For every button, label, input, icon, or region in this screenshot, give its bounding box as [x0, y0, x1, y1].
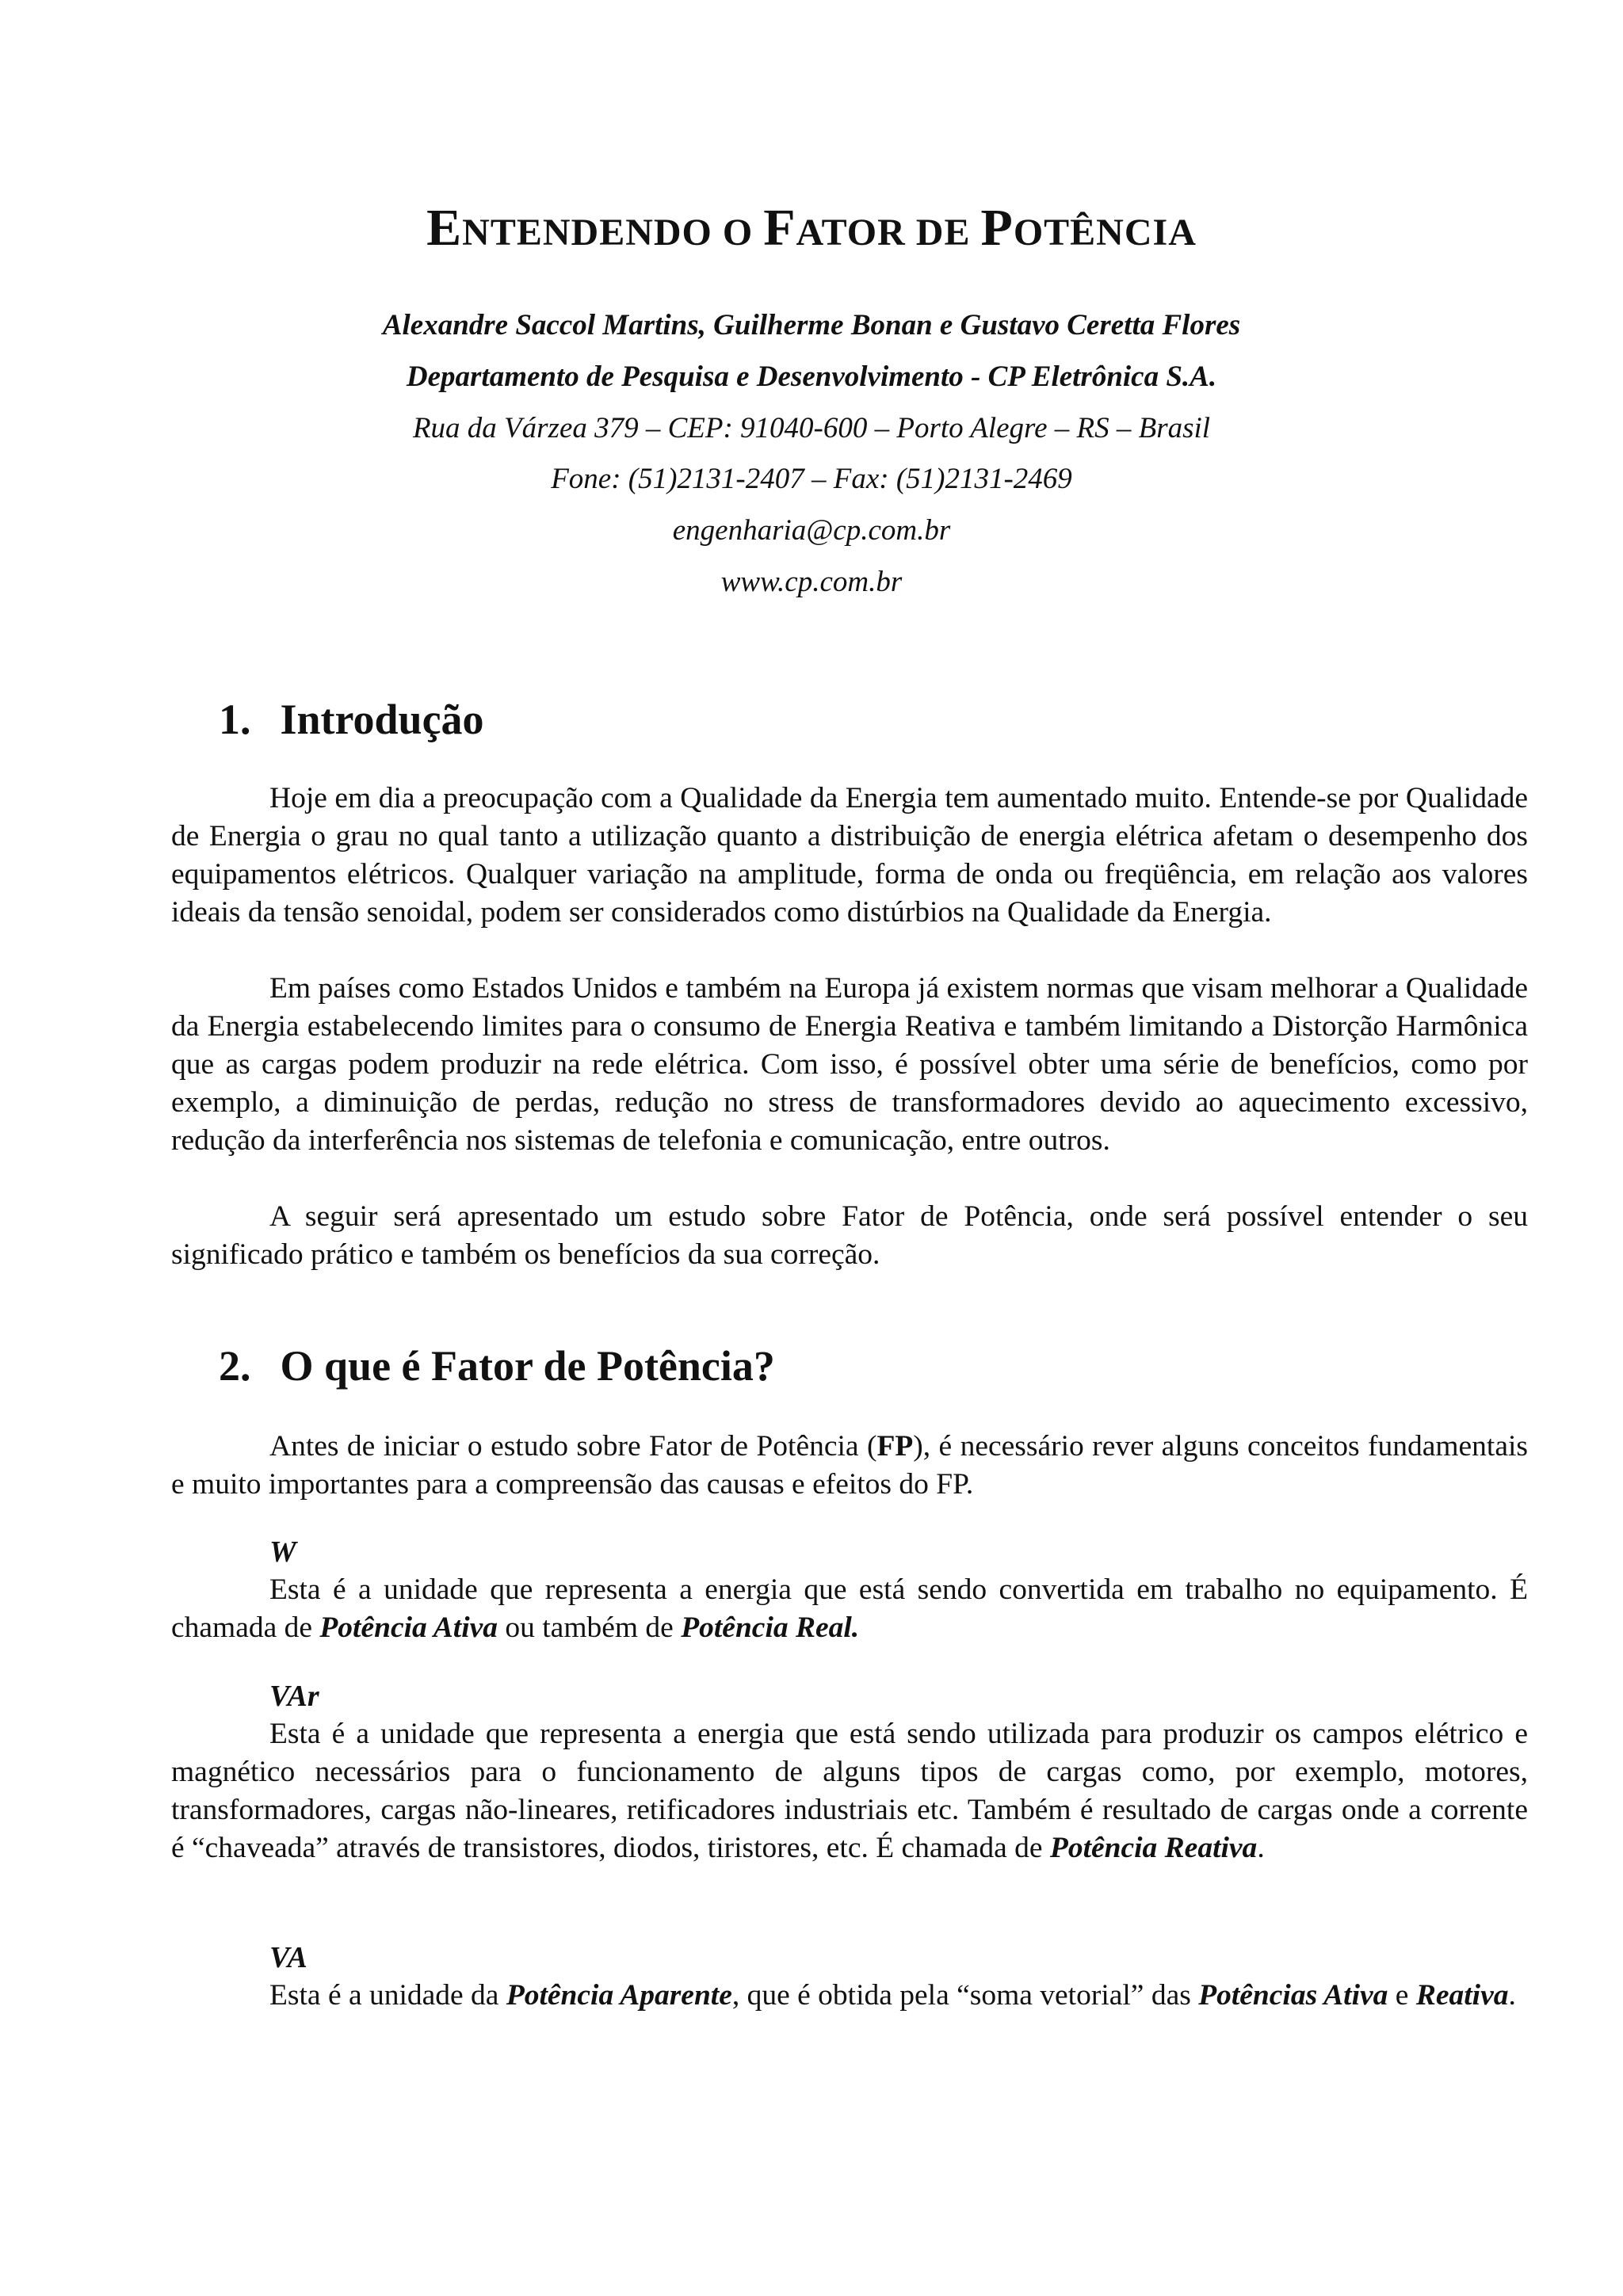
- section-1-title: Introdução: [280, 696, 484, 743]
- term-va-description: Esta é a unidade da Potência Aparente, que é obtida pela “soma vetorial” das Potências Ativa e Reativa.: [269, 1979, 1516, 2012]
- term-w: W: [269, 1535, 296, 1569]
- email-line: engenharia@cp.com.br: [672, 514, 951, 547]
- term-va: VA: [269, 1941, 307, 1974]
- section-1-paragraph-3: A seguir será apresentado um estudo sobre Fator de Potência, onde será possível entender o seu significado prático e também os benefícios da sua correção.: [171, 1200, 1528, 1271]
- section-1-paragraph-1: Hoje em dia a preocupação com a Qualidade da Energia tem aumentado muito. Entende-se por Qualidade de Energia o grau no qual tanto a utilização quanto a distribuição de energia elétrica afetam o desempenho dos equipamentos elétricos. Qualquer variação na amplitude, forma de onda ou freqüência, em relação aos valores ideais da tensão senoidal, podem ser considerados como distúrbios na Qualidade da Energia.: [171, 782, 1528, 929]
- section-2-number: 2.: [219, 1342, 251, 1390]
- address-line: Rua da Várzea 379 – CEP: 91040-600 – Porto Alegre – RS – Brasil: [412, 412, 1211, 444]
- section-2-intro: Antes de iniciar o estudo sobre Fator de Potência (FP), é necessário rever alguns conceitos fundamentais e muito importantes para a compreensão das causas e efeitos do FP.: [171, 1430, 1529, 1501]
- website-line: www.cp.com.br: [720, 566, 903, 598]
- section-1-heading: [219, 694, 484, 745]
- phone-line: Fone: (51)2131-2407 – Fax: (51)2131-2469: [551, 463, 1072, 495]
- term-var: VAr: [269, 1680, 319, 1713]
- authors-line: Alexandre Saccol Martins, Guilherme Bonan e Gustavo Ceretta Flores: [382, 309, 1241, 341]
- section-1-paragraph-2: Em países como Estados Unidos e também na Europa já existem normas que visam melhorar a Qualidade da Energia estabelecendo limites para o consumo de Energia Reativa e também limitando a Distorção Harmônica que as cargas podem produzir na rede elétrica. Com isso, é possível obter uma série de benefícios, como por exemplo, a diminuição de perdas, redução no stress de transformadores devido ao aquecimento excessivo, redução da interferência nos sistemas de telefonia e comunicação, entre outros.: [171, 972, 1528, 1157]
- department-line: Departamento de Pesquisa e Desenvolvimento - CP Eletrônica S.A.: [406, 360, 1217, 393]
- document-title: ENTENDENDO O FATOR DE POTÊNCIA: [426, 199, 1197, 257]
- section-2-heading: [219, 1341, 775, 1391]
- section-1-number: 1.: [219, 696, 251, 743]
- term-var-description: Esta é a unidade que representa a energia que está sendo utilizada para produzir os campos elétrico e magnético necessários para o funcionamento de alguns tipos de cargas como, por exemplo, motores, transformadores, cargas não-lineares, retificadores industriais etc. Também é resultado de cargas onde a corrente é “chaveada” através de transistores, diodos, tiristores, etc. É chamada de Potência Reativa.: [171, 1718, 1528, 1864]
- section-2-title: O que é Fator de Potência?: [280, 1342, 775, 1390]
- term-w-description: Esta é a unidade que representa a energia que está sendo convertida em trabalho no equipamento. É chamada de Potência Ativa ou também de Potência Real.: [171, 1573, 1528, 1644]
